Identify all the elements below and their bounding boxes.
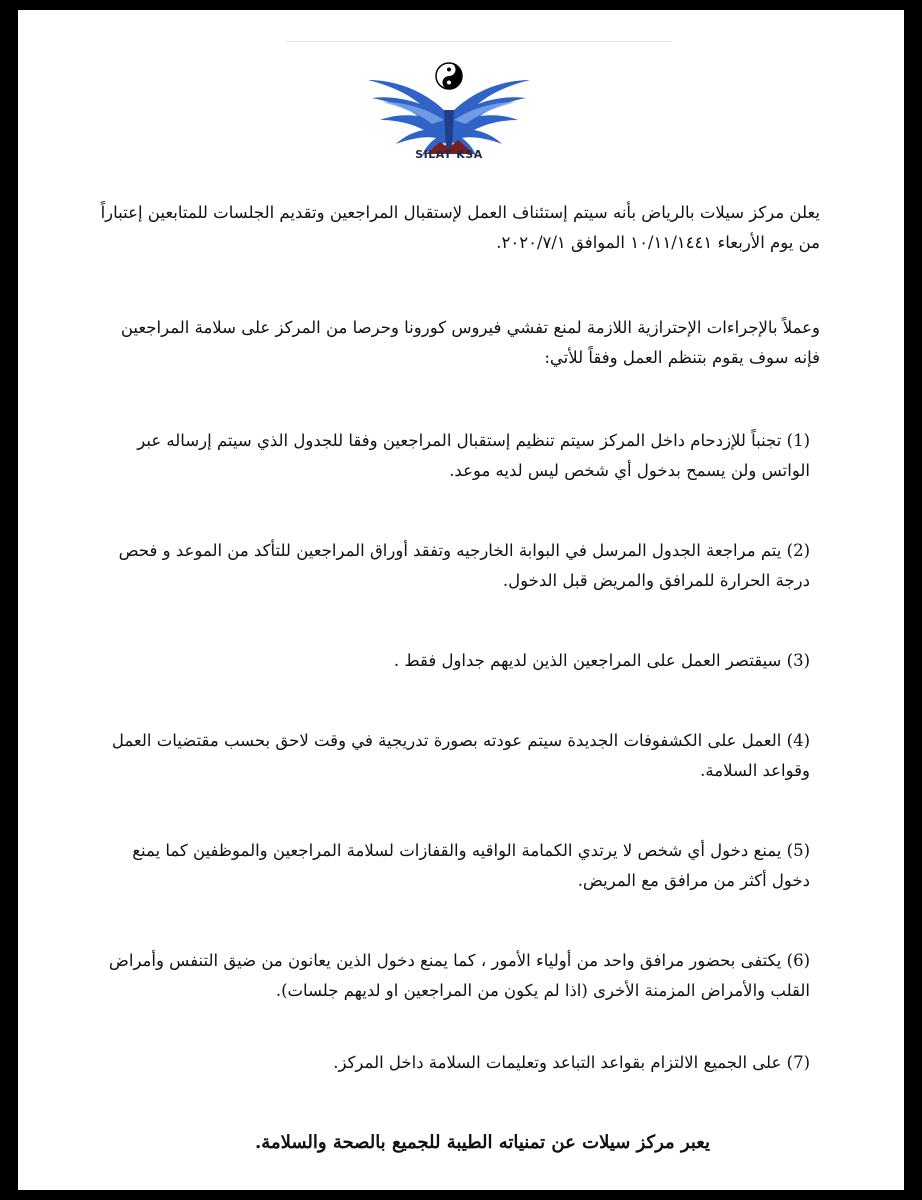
list-item: (2) يتم مراجعة الجدول المرسل في البوابة الخارجيه وتفقد أوراق المراجعين للتأكد من الموعد و فحص درجة الحرارة للمرافق والمريض قبل الدخول. bbox=[118, 541, 810, 590]
list-item: (3) سيقتصر العمل على المراجعين الذين لديهم جداول فقط . bbox=[393, 651, 810, 670]
list-item: (4) العمل على الكشفوفات الجديدة سيتم عودته بصورة تدريجية في وقت لاحق بحسب مقتضيات العمل وقواعد السلامة. bbox=[111, 731, 810, 780]
list-item: (1) تجنباً للإزدحام داخل المركز سيتم تنظيم إستقبال المراجعين وفقا للجدول الذي سيتم إرساله عبر الواتس ولن يسمح بدخول أي شخص ليس لديه موعد. bbox=[137, 431, 810, 480]
announcement-body bbox=[98, 198, 820, 1158]
closing-line: يعبر مركز سيلات عن تمنياته الطيبة للجميع بالصحة والسلامة. bbox=[255, 1132, 710, 1153]
list-item: (7) على الجميع الالتزام بقواعد التباعد وتعليمات السلامة داخل المركز. bbox=[333, 1053, 810, 1072]
top-divider bbox=[286, 41, 672, 42]
logo-text: SILAT KSA bbox=[415, 148, 483, 161]
list-item: (5) يمنع دخول أي شخص لا يرتدي الكمامة الواقيه والقفازات لسلامة المراجعين والموظفين كما يمنع دخول أكثر من مرافق مع المريض. bbox=[132, 841, 810, 890]
measures-paragraph: وعملاً بالإجراءات الإحترازية اللازمة لمنع تفشي فيروس كورونا وحرصا من المركز على سلامة المراجعين فإنه سوف يقوم بتنظم العمل وفقاً للأتي: bbox=[120, 318, 820, 367]
document-page bbox=[18, 10, 904, 1190]
list-item: (6) يكتفى بحضور مرافق واحد من أولياء الأمور ، كما يمنع دخول الذين يعانون من ضيق التنفس وأمراض القلب والأمراض المزمنة الأخرى (اذا لم يكون من المراجعين او لديهم جلسات). bbox=[108, 951, 810, 1000]
intro-paragraph: يعلن مركز سيلات بالرياض بأنه سيتم إستئناف العمل لإستقبال المراجعين وتقديم الجلسات للمتابعين إعتباراً من يوم الأربعاء ١٠/١١/١٤٤١ الموافق ٢٠٢٠/٧/١. bbox=[100, 203, 820, 252]
